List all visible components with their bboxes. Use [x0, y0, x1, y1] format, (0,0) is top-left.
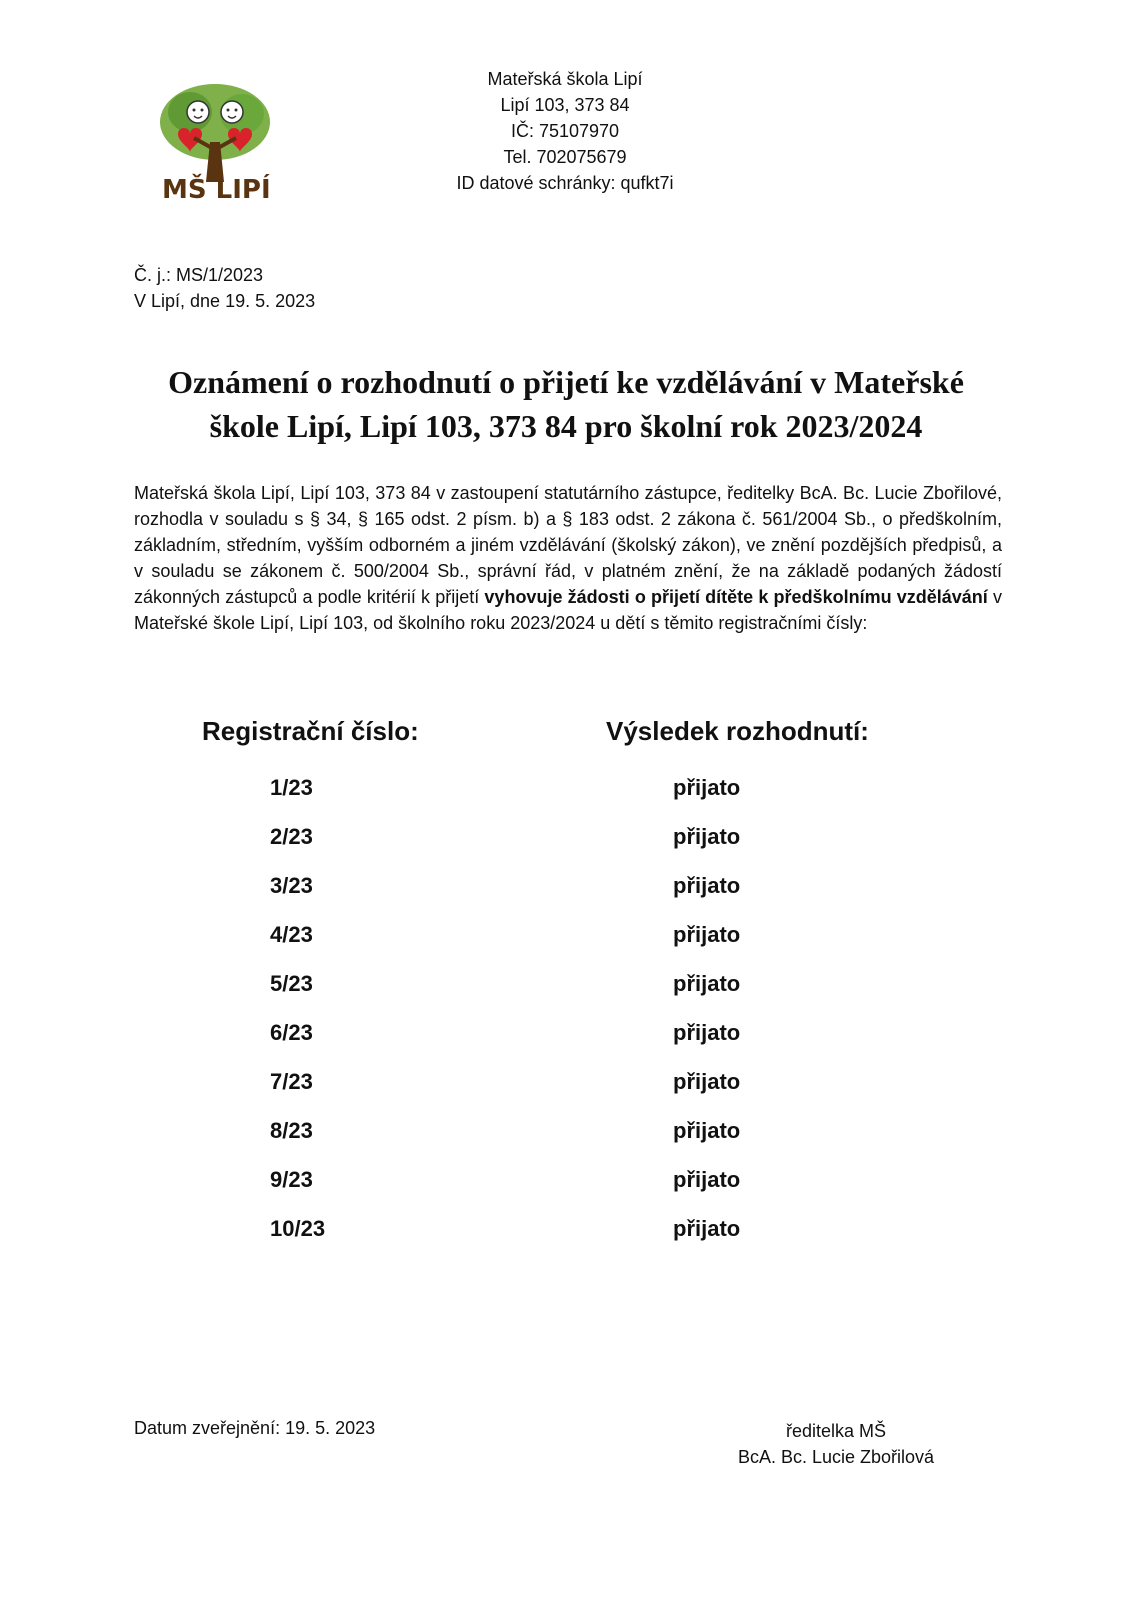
school-phone: Tel. 702075679	[503, 147, 627, 167]
logo-text: MŠ LIPÍ	[162, 175, 271, 205]
table-row	[0, 1216, 1132, 1265]
registration-number: 3/23	[270, 873, 313, 898]
decision-result: přijato	[673, 775, 741, 800]
school-databox: ID datové schránky: qufkt7i	[456, 173, 674, 193]
table-row	[0, 1069, 1132, 1118]
decision-result: přijato	[673, 1020, 741, 1045]
decision-text	[134, 480, 1002, 636]
decision-text-part-2: v Mateřské škole Lipí, Lipí 103, od školního roku 2023/2024 u dětí s těmito registračními čísly:	[134, 587, 1002, 633]
results-table	[0, 775, 1132, 1265]
registration-number: 5/23	[270, 971, 313, 996]
decision-result: přijato	[673, 971, 741, 996]
document-meta	[134, 262, 315, 314]
decision-text-bold: vyhovuje žádosti o přijetí dítěte k předškolnímu vzdělávání	[484, 587, 988, 607]
title-line-1: Oznámení o rozhodnutí o přijetí ke vzdělávání v Mateřské	[168, 364, 964, 400]
table-row	[0, 824, 1132, 873]
registration-number: 1/23	[270, 775, 313, 800]
publication-date: Datum zveřejnění: 19. 5. 2023	[134, 1418, 376, 1438]
registration-number: 8/23	[270, 1118, 313, 1143]
school-name: Mateřská škola Lipí	[487, 69, 643, 89]
reference-number: Č. j.: MS/1/2023	[134, 265, 264, 285]
registration-number: 10/23	[270, 1216, 326, 1241]
registration-number: 6/23	[270, 1020, 313, 1045]
decision-result: přijato	[673, 922, 741, 947]
table-row	[0, 1020, 1132, 1069]
table-row	[0, 775, 1132, 824]
column-header-registration: Registrační číslo:	[202, 716, 419, 746]
place-date: V Lipí, dne 19. 5. 2023	[134, 291, 316, 311]
registration-number: 7/23	[270, 1069, 313, 1094]
decision-result: přijato	[673, 873, 741, 898]
table-row	[0, 922, 1132, 971]
decision-result: přijato	[673, 1216, 741, 1241]
decision-result: přijato	[673, 824, 741, 849]
school-header	[350, 66, 780, 196]
title-line-2: škole Lipí, Lipí 103, 373 84 pro školní rok 2023/2024	[209, 408, 923, 444]
school-address: Lipí 103, 373 84	[500, 95, 630, 115]
table-row	[0, 1167, 1132, 1216]
decision-result: přijato	[673, 1118, 741, 1143]
column-header-result: Výsledek rozhodnutí:	[606, 716, 869, 746]
registration-number: 2/23	[270, 824, 313, 849]
decision-text-part-1: Mateřská škola Lipí, Lipí 103, 373 84 v zastoupení statutárního zástupce, ředitelky BcA. Bc. Lucie Zbořilové, rozhodla v souladu s § 34, § 165 odst. 2 písm. b) a § 183 odst. 2 zákona č. 561/2004 Sb., o předškolním, základním, středním, vyšším odborném a jiném vzdělávání (školský zákon), ve znění pozdějších předpisů, a v souladu se zákonem č. 500/2004 Sb., správní řád, v platném znění, že na základě podaných žádostí zákonných zástupců a podle kritérií k přijetí	[134, 483, 1002, 607]
table-row	[0, 1118, 1132, 1167]
registration-number: 4/23	[270, 922, 313, 947]
signature-block	[736, 1418, 936, 1470]
table-row	[0, 873, 1132, 922]
signatory-name: BcA. Bc. Lucie Zbořilová	[737, 1447, 935, 1467]
signatory-role: ředitelka MŠ	[785, 1421, 887, 1441]
decision-result: přijato	[673, 1167, 741, 1192]
document-title	[130, 360, 1002, 448]
table-row	[0, 971, 1132, 1020]
decision-result: přijato	[673, 1069, 741, 1094]
registration-number: 9/23	[270, 1167, 313, 1192]
school-ico: IČ: 75107970	[510, 121, 620, 141]
